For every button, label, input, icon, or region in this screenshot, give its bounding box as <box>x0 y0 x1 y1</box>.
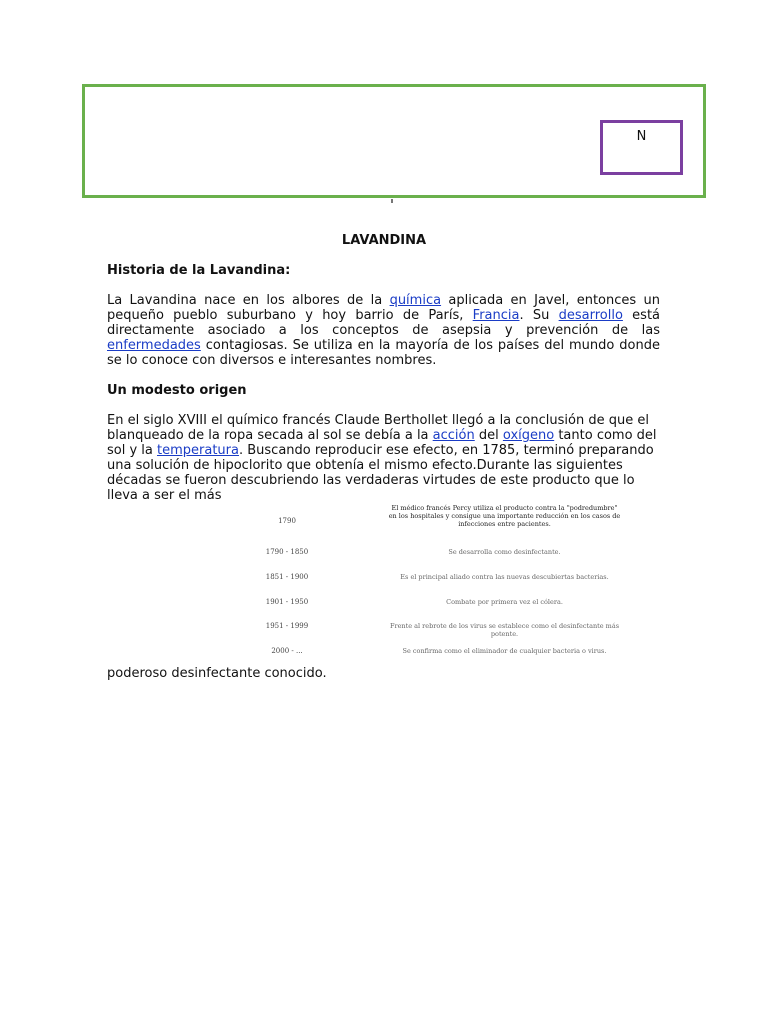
table-cell-year: 2000 - ... <box>271 647 303 655</box>
stamp-box <box>600 120 683 175</box>
text: En el siglo XVIII el químico francés Claude Berthollet llegó a la conclusión de que el blanqueado de la ropa secada al sol se debía a la <box>107 413 649 443</box>
table-cell-year: 1790 <box>278 517 296 525</box>
table-cell-year: 1851 - 1900 <box>265 573 309 581</box>
link-desarrollo[interactable]: desarrollo <box>558 308 623 323</box>
text: está directamente asociado a los conceptos de asepsia y prevención de las <box>107 308 661 338</box>
section-heading-historia: Historia de la Lavandina: <box>107 263 291 278</box>
timeline-table <box>197 500 627 662</box>
table-cell-year: 1951 - 1999 <box>265 622 309 630</box>
table-cell-year: 1790 - 1850 <box>265 548 309 556</box>
table-cell-year: 1901 - 1950 <box>265 598 309 606</box>
link-enfermedades[interactable]: enfermedades <box>107 338 201 353</box>
link-temperatura[interactable]: temperatura <box>157 443 239 458</box>
text: . Su <box>519 308 559 323</box>
link-francia[interactable]: Francia <box>472 308 520 323</box>
paragraph-origen <box>107 413 660 503</box>
text: aplicada en Javel, entonces un pequeño pueblo suburbano y hoy barrio de París, <box>107 293 660 323</box>
table-cell-desc: Frente al rebrote de los virus se establece como el desinfectante más potente. <box>389 622 620 638</box>
paragraph-historia <box>107 293 660 368</box>
text: contagiosas. Se utiliza en la mayoría de los países del mundo donde se lo conoce con diversos e interesantes nombres. <box>107 338 660 368</box>
section-heading-origen: Un modesto origen <box>107 383 247 398</box>
page-title: LAVANDINA <box>341 233 427 248</box>
table-cell-desc: Es el principal aliado contra las nuevas descubiertas bacterias. <box>400 573 609 581</box>
link-quimica[interactable]: química <box>389 293 442 308</box>
stamp-letter: N <box>636 129 647 144</box>
link-oxigeno[interactable]: oxígeno <box>502 428 555 443</box>
text: La Lavandina nace en los albores de la <box>107 293 390 308</box>
text: tanto como del sol y la <box>107 428 657 458</box>
divider-mark <box>391 199 393 203</box>
table-cell-desc: El médico francés Percy utiliza el producto contra la "podredumbre" en los hospitales y consigue una importante reducción en los casos de infecciones entre pacientes. <box>388 504 621 528</box>
table-cell-desc: Combate por primera vez el cólera. <box>446 598 563 606</box>
text: del <box>474 428 503 443</box>
table-cell-desc: Se desarrolla como desinfectante. <box>448 548 561 556</box>
table-cell-desc: Se confirma como el eliminador de cualquier bacteria o virus. <box>402 647 607 655</box>
paragraph-origen-end: poderoso desinfectante conocido. <box>107 666 327 681</box>
text: . Buscando reproducir ese efecto, en 1785, terminó preparando una solución de hipoclorito que obtenía el mismo efecto.Durante las siguientes décadas se fueron descubriendo las verdaderas virtudes de este producto que lo lleva a ser el más <box>107 443 654 503</box>
link-accion[interactable]: acción <box>432 428 475 443</box>
